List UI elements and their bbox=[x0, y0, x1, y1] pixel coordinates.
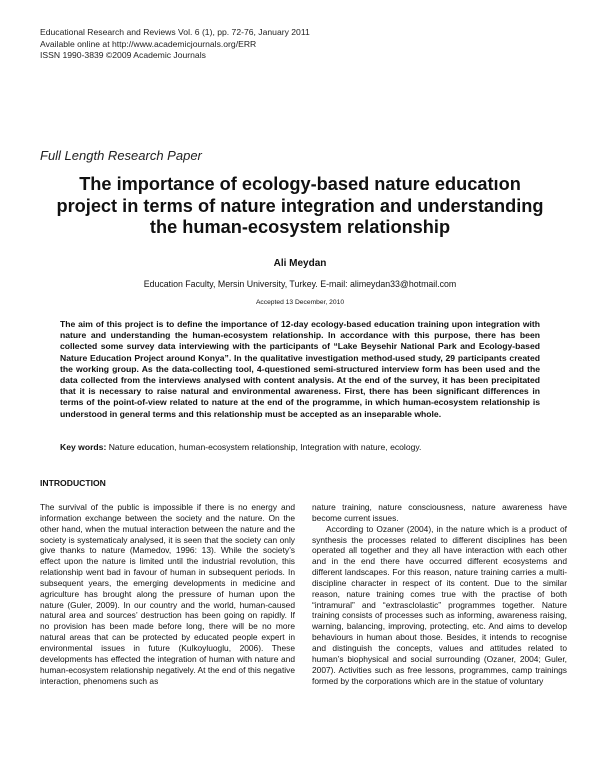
journal-issn: ISSN 1990-3839 ©2009 Academic Journals bbox=[40, 50, 206, 60]
body-column-left bbox=[40, 502, 295, 686]
keywords-text: Nature education, human-ecosystem relationship, Integration with nature, ecology. bbox=[106, 442, 422, 452]
journal-header bbox=[40, 27, 310, 62]
author-name: Ali Meydan bbox=[273, 258, 327, 269]
paper-type-label: Full Length Research Paper bbox=[40, 148, 202, 163]
author-affiliation: Education Faculty, Mersin University, Turkey. E-mail: alimeydan33@hotmail.com bbox=[143, 279, 457, 289]
keywords-label: Key words: bbox=[60, 442, 107, 452]
journal-citation: Educational Research and Reviews Vol. 6 (1), pp. 72-76, January 2011 bbox=[40, 27, 310, 37]
section-heading-introduction: INTRODUCTION bbox=[40, 478, 106, 488]
keywords bbox=[60, 442, 540, 452]
body-column-right bbox=[312, 502, 567, 686]
body-paragraph: nature training, nature consciousness, nature awareness have become current issues. bbox=[312, 502, 567, 523]
body-paragraph: The survival of the public is impossible if there is no energy and information exchange between the society and the nature. On the other hand, when the mutual interaction between the nature and the society is systematicaly analysed, it is seen that the society can only give thanks to nature (Mamedov, 1996: 13). While the society’s effect upon the nature is limited until the industrial revolution, this relationship went bad in favour of human in subsequent periods. In subsequent years, the emerging developments in medicine and agriculture has brought along the pressure of human upon the nature (Guler, 2009). In our country and the world, human-caused natural area and sources’ destruction has been going on rapidly. If no provision has been made before long, there will be no more natural areas that can be protected by educated people expert in environmental issues in future (Kulkoyluoglu, 2006). These developments has effected the integration of human with nature and human-ecosystem relationship negatively. At the end of this negative interaction, phenomens such as bbox=[40, 502, 295, 686]
accepted-date: Accepted 13 December, 2010 bbox=[255, 299, 345, 306]
body-paragraph: According to Ozaner (2004), in the nature which is a product of synthesis the processes related to different disciplines has been operated all together and they all have interaction with each other and in the end there have occurred different ecosystems and different landscapes. For this reason, nature training carries a multi-discipline character in respect of its content. Due to the similar reason, nature training comes true with the practise of both “intramural” and “extrasclolastic” programmes together. Nature training consists of processes such as informing, awareness raising, warning, balancing, improving, protecting, etc. And aims to develop behaviours in human about those. Besides, it intends to recognise and distinguish the concepts, values and attitudes related to human’s biophysical and social surrounding (Ozaner, 2004; Guler, 2007). Activities such as free lessons, programmes, camp trainings formed by the corporations which are in the statue of voluntary bbox=[312, 523, 567, 686]
paper-title: The importance of ecology-based nature educatıon project in terms of nature integration and understanding the human-ecosystem relationship bbox=[56, 174, 544, 237]
journal-url-line: Available online at http://www.academicjournals.org/ERR bbox=[40, 38, 257, 49]
abstract: The aim of this project is to define the importance of 12-day ecology-based education training upon integration with nature and understanding the human-ecosystem relationship. In accordance with this purpose, there has been collected some survey data interviewing with the participants of “Lake Beysehir National Park and Ecology-based Nature Education Project around Konya”. In the qualitative investigation method-used study, 29 participants created the working group. As the data-collecting tool, 4-questioned semi-structured interview form has been used and the data collected from the interviews analysed with content analysis. At the end of the survey, it has been precipitated that it is necessary to raise natural and environmental awareness. First, there has been significant differences in terms of the point-of-view related to nature at the end of the programme, in which human-ecosystem relationship is understood in general terms and this relationship must be accepted as an inseparable whole. bbox=[60, 319, 540, 419]
